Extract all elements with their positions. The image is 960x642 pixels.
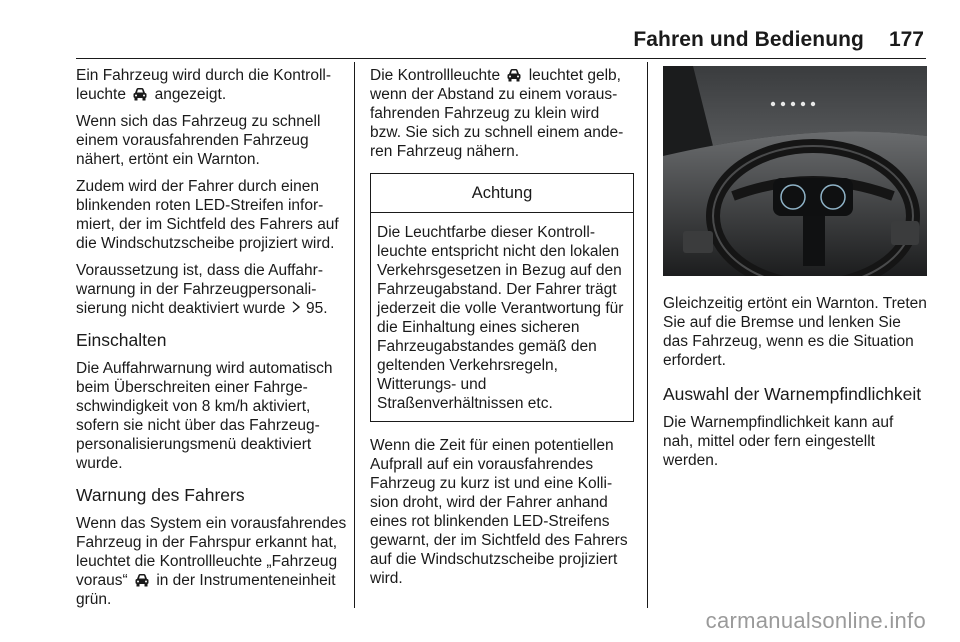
page-header-title: Fahren und Bedienung [633, 28, 864, 51]
column-1 [76, 66, 348, 617]
warning-box-title: Achtung [371, 174, 633, 213]
warning-box [370, 173, 634, 422]
column-3 [663, 66, 927, 478]
section-heading-einschalten: Einschalten [76, 330, 167, 350]
paragraph: Wenn sich das Fahrzeug zu schnell einem vorausfahrenden Fahrzeug nähert, ertönt ein Warnton. [76, 113, 321, 168]
dashboard-illustration [663, 66, 927, 276]
header-rule [76, 58, 926, 59]
paragraph: Wenn die Zeit für einen potentiellen Aufprall auf ein vorausfahrendes Fahrzeug zu kurz ist und eine Kollision droht, wird der Fahrer anhand eines rot blinkenden LED-Streifens gewarnt, der im Sichtfeld des Fahrers auf die Windschutzscheibe projiziert wird. [370, 437, 628, 587]
section-heading-warnung-des-fahrers: Warnung des Fahrers [76, 485, 245, 505]
section-heading-auswahl-warnempfindlichkeit: Auswahl der Warnempfindlichkeit [663, 384, 922, 404]
page-reference-link[interactable]: 95. [305, 300, 328, 317]
column-divider-1 [354, 62, 355, 608]
paragraph: Die Warnempfindlichkeit kann auf nah, mittel oder fern eingestellt werden. [663, 414, 894, 469]
car-front-icon [134, 573, 150, 587]
paragraph: Gleichzeitig ertönt ein Warnton. Treten Sie auf die Bremse und lenken Sie das Fahrzeug, wenn es die Situation erfordert. [663, 295, 927, 369]
car-front-icon [506, 68, 522, 82]
paragraph: Ein Fahrzeug wird durch die Kontrollleuchte angezeigt. [76, 67, 332, 103]
paragraph: Die Kontrollleuchte leuchtet gelb, wenn der Abstand zu einem vorausfahrenden Fahrzeug zu klein wird bzw. Sie sich zu schnell einem anderen Fahrzeug nähern. [370, 67, 624, 160]
column-2 [370, 66, 634, 596]
column-divider-2 [647, 62, 648, 608]
paragraph: Die Auffahrwarnung wird automatisch beim Überschreiten einer Fahrgeschwindigkeit von 8 km/h aktiviert, sofern sie nicht über das Fahrzeugpersonalisierungsmenü deaktiviert wurde. [76, 360, 333, 472]
paragraph: Zudem wird der Fahrer durch einen blinkenden roten LED-Streifen informiert, der im Sichtfeld des Fahrers auf die Windschutzscheibe projiziert wird. [76, 178, 339, 252]
watermark-text: carmanualsonline.info [705, 608, 926, 633]
car-front-icon [132, 87, 148, 101]
paragraph: Voraussetzung ist, dass die Auffahrwarnung in der Fahrzeugpersonalisierung nicht deaktiviert wurde 95. [76, 262, 328, 317]
page-reference-arrow-icon [291, 301, 301, 313]
paragraph: Wenn das System ein vorausfahrendes Fahrzeug in der Fahrspur erkannt hat, leuchtet die Kontrollleuchte „Fahrzeug voraus“ in der Instrumenteneinheit grün. [76, 515, 347, 608]
warning-box-body: Die Leuchtfarbe dieser Kontrollleuchte entspricht nicht den lokalen Verkehrsgesetzen in Bezug auf den Fahrzeugabstand. Der Fahrer trägt jederzeit die volle Verantwortung für die Einhaltung eines sicheren Fahrzeugabstandes gemäß den geltenden Verkehrsregeln, Witterungs- und Straßenverhältnissen etc. [377, 224, 624, 412]
dashboard-photo [663, 66, 927, 276]
page-number: 177 [888, 28, 924, 51]
